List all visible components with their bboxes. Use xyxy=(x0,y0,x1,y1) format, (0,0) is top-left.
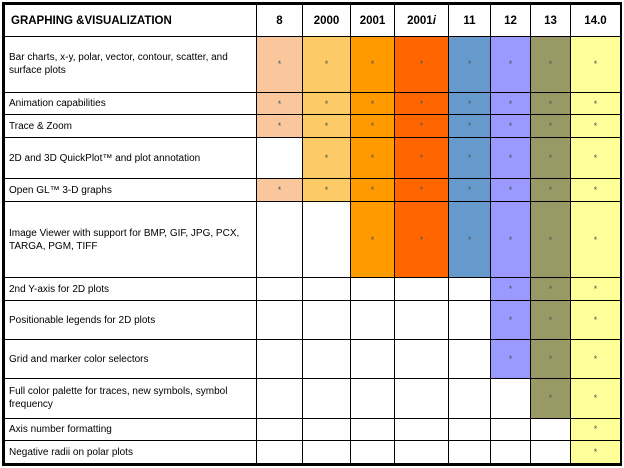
supported-cell xyxy=(571,441,621,464)
supported-cell xyxy=(491,92,531,115)
supported-cell xyxy=(449,179,491,202)
support-mark: * xyxy=(277,98,282,109)
unsupported-cell xyxy=(257,418,303,441)
unsupported-cell xyxy=(531,418,571,441)
header-row xyxy=(5,5,621,37)
support-mark: * xyxy=(277,59,282,70)
feature-label: Grid and marker color selectors xyxy=(5,340,257,379)
table-row xyxy=(5,278,621,301)
table-row xyxy=(5,418,621,441)
supported-cell xyxy=(257,92,303,115)
supported-cell xyxy=(531,379,571,418)
supported-cell xyxy=(395,92,449,115)
version-heading xyxy=(571,5,621,37)
supported-cell xyxy=(491,115,531,138)
support-mark: * xyxy=(324,185,329,196)
support-mark: * xyxy=(324,98,329,109)
supported-cell xyxy=(351,92,395,115)
supported-cell xyxy=(449,115,491,138)
unsupported-cell xyxy=(531,441,571,464)
support-mark: * xyxy=(548,393,553,404)
unsupported-cell xyxy=(395,441,449,464)
supported-cell xyxy=(395,115,449,138)
unsupported-cell xyxy=(303,278,351,301)
version-heading xyxy=(449,5,491,37)
support-mark: * xyxy=(508,121,513,132)
version-number: 2000 xyxy=(313,14,340,27)
support-mark: * xyxy=(419,121,424,132)
supported-cell xyxy=(571,278,621,301)
support-mark: * xyxy=(508,315,513,326)
support-mark: * xyxy=(593,393,598,404)
supported-cell xyxy=(351,115,395,138)
support-mark: * xyxy=(548,98,553,109)
table-row xyxy=(5,138,621,179)
table-row xyxy=(5,301,621,340)
table-row xyxy=(5,37,621,93)
unsupported-cell xyxy=(449,340,491,379)
support-mark: * xyxy=(593,284,598,295)
supported-cell xyxy=(531,340,571,379)
supported-cell xyxy=(531,202,571,278)
supported-cell xyxy=(571,202,621,278)
version-heading xyxy=(491,5,531,37)
supported-cell xyxy=(571,340,621,379)
support-mark: * xyxy=(419,59,424,70)
version-heading xyxy=(257,5,303,37)
support-mark: * xyxy=(593,354,598,365)
feature-comparison-frame xyxy=(2,2,622,466)
support-mark: * xyxy=(548,121,553,132)
support-mark: * xyxy=(508,59,513,70)
unsupported-cell xyxy=(351,301,395,340)
support-mark: * xyxy=(419,234,424,245)
support-mark: * xyxy=(593,121,598,132)
support-mark: * xyxy=(548,315,553,326)
unsupported-cell xyxy=(303,340,351,379)
table-row xyxy=(5,379,621,418)
supported-cell xyxy=(531,301,571,340)
unsupported-cell xyxy=(303,301,351,340)
support-mark: * xyxy=(508,234,513,245)
support-mark: * xyxy=(508,98,513,109)
support-mark: * xyxy=(324,59,329,70)
support-mark: * xyxy=(324,153,329,164)
support-mark: * xyxy=(370,59,375,70)
support-mark: * xyxy=(593,424,598,435)
feature-label: Positionable legends for 2D plots xyxy=(5,301,257,340)
unsupported-cell xyxy=(449,278,491,301)
unsupported-cell xyxy=(491,441,531,464)
unsupported-cell xyxy=(351,340,395,379)
unsupported-cell xyxy=(257,441,303,464)
supported-cell xyxy=(531,115,571,138)
unsupported-cell xyxy=(395,301,449,340)
unsupported-cell xyxy=(395,418,449,441)
support-mark: * xyxy=(593,59,598,70)
support-mark: * xyxy=(277,185,282,196)
support-mark: * xyxy=(548,234,553,245)
support-mark: * xyxy=(593,153,598,164)
version-number: 11 xyxy=(463,14,476,27)
table-row xyxy=(5,441,621,464)
version-number: 8 xyxy=(276,14,283,27)
support-mark: * xyxy=(419,185,424,196)
support-mark: * xyxy=(467,185,472,196)
table-row xyxy=(5,115,621,138)
version-number: 2001 xyxy=(359,14,386,27)
support-mark: * xyxy=(593,185,598,196)
support-mark: * xyxy=(370,234,375,245)
unsupported-cell xyxy=(257,301,303,340)
support-mark: * xyxy=(370,121,375,132)
version-heading xyxy=(395,5,449,37)
unsupported-cell xyxy=(351,418,395,441)
supported-cell xyxy=(395,138,449,179)
unsupported-cell xyxy=(395,379,449,418)
support-mark: * xyxy=(548,153,553,164)
support-mark: * xyxy=(508,185,513,196)
unsupported-cell xyxy=(351,278,395,301)
supported-cell xyxy=(303,138,351,179)
version-heading xyxy=(531,5,571,37)
support-mark: * xyxy=(324,121,329,132)
category-heading: GRAPHING &VISUALIZATION xyxy=(5,5,257,37)
supported-cell xyxy=(257,115,303,138)
supported-cell xyxy=(571,301,621,340)
support-mark: * xyxy=(467,59,472,70)
supported-cell xyxy=(571,179,621,202)
feature-label: 2nd Y-axis for 2D plots xyxy=(5,278,257,301)
support-mark: * xyxy=(508,284,513,295)
supported-cell xyxy=(491,278,531,301)
supported-cell xyxy=(449,37,491,93)
supported-cell xyxy=(491,202,531,278)
supported-cell xyxy=(531,179,571,202)
unsupported-cell xyxy=(257,379,303,418)
feature-label: Animation capabilities xyxy=(5,92,257,115)
unsupported-cell xyxy=(491,379,531,418)
support-mark: * xyxy=(370,185,375,196)
unsupported-cell xyxy=(257,278,303,301)
support-mark: * xyxy=(593,447,598,458)
support-mark: * xyxy=(548,59,553,70)
unsupported-cell xyxy=(395,340,449,379)
feature-label: Trace & Zoom xyxy=(5,115,257,138)
feature-comparison-table xyxy=(4,4,621,464)
support-mark: * xyxy=(467,121,472,132)
supported-cell xyxy=(257,179,303,202)
support-mark: * xyxy=(508,153,513,164)
supported-cell xyxy=(571,115,621,138)
unsupported-cell xyxy=(351,379,395,418)
support-mark: * xyxy=(277,121,282,132)
supported-cell xyxy=(571,418,621,441)
support-mark: * xyxy=(548,185,553,196)
version-heading xyxy=(351,5,395,37)
support-mark: * xyxy=(419,98,424,109)
table-row xyxy=(5,202,621,278)
support-mark: * xyxy=(508,354,513,365)
unsupported-cell xyxy=(257,340,303,379)
supported-cell xyxy=(491,37,531,93)
supported-cell xyxy=(571,138,621,179)
supported-cell xyxy=(395,37,449,93)
feature-label: Image Viewer with support for BMP, GIF, JPG, PCX, TARGA, PGM, TIFF xyxy=(5,202,257,278)
unsupported-cell xyxy=(449,441,491,464)
table-row xyxy=(5,340,621,379)
feature-label: Open GL™ 3-D graphs xyxy=(5,179,257,202)
support-mark: * xyxy=(593,234,598,245)
support-mark: * xyxy=(467,234,472,245)
version-suffix: i xyxy=(432,14,436,27)
version-number: 14.0 xyxy=(584,14,607,27)
supported-cell xyxy=(531,92,571,115)
support-mark: * xyxy=(548,284,553,295)
feature-label: Full color palette for traces, new symbols, symbol frequency xyxy=(5,379,257,418)
support-mark: * xyxy=(370,98,375,109)
supported-cell xyxy=(531,37,571,93)
supported-cell xyxy=(303,115,351,138)
table-row xyxy=(5,179,621,202)
unsupported-cell xyxy=(395,278,449,301)
version-number: 13 xyxy=(544,14,557,27)
supported-cell xyxy=(571,92,621,115)
supported-cell xyxy=(351,138,395,179)
feature-rows xyxy=(5,37,621,464)
unsupported-cell xyxy=(491,418,531,441)
unsupported-cell xyxy=(449,418,491,441)
supported-cell xyxy=(303,92,351,115)
support-mark: * xyxy=(467,153,472,164)
version-heading xyxy=(303,5,351,37)
feature-label: Bar charts, x-y, polar, vector, contour, scatter, and surface plots xyxy=(5,37,257,93)
supported-cell xyxy=(351,37,395,93)
support-mark: * xyxy=(419,153,424,164)
unsupported-cell xyxy=(303,202,351,278)
supported-cell xyxy=(449,202,491,278)
unsupported-cell xyxy=(303,441,351,464)
feature-label: Axis number formatting xyxy=(5,418,257,441)
unsupported-cell xyxy=(303,379,351,418)
unsupported-cell xyxy=(303,418,351,441)
supported-cell xyxy=(531,278,571,301)
unsupported-cell xyxy=(351,441,395,464)
supported-cell xyxy=(395,179,449,202)
support-mark: * xyxy=(593,315,598,326)
supported-cell xyxy=(491,138,531,179)
supported-cell xyxy=(449,92,491,115)
support-mark: * xyxy=(548,354,553,365)
support-mark: * xyxy=(467,98,472,109)
unsupported-cell xyxy=(449,301,491,340)
supported-cell xyxy=(351,179,395,202)
supported-cell xyxy=(571,37,621,93)
unsupported-cell xyxy=(257,202,303,278)
supported-cell xyxy=(491,179,531,202)
supported-cell xyxy=(571,379,621,418)
unsupported-cell xyxy=(257,138,303,179)
table-row xyxy=(5,92,621,115)
supported-cell xyxy=(531,138,571,179)
supported-cell xyxy=(491,340,531,379)
support-mark: * xyxy=(593,98,598,109)
support-mark: * xyxy=(370,153,375,164)
supported-cell xyxy=(491,301,531,340)
supported-cell xyxy=(303,37,351,93)
supported-cell xyxy=(257,37,303,93)
version-number: 2001 xyxy=(407,14,433,27)
unsupported-cell xyxy=(449,379,491,418)
feature-label: 2D and 3D QuickPlot™ and plot annotation xyxy=(5,138,257,179)
supported-cell xyxy=(449,138,491,179)
supported-cell xyxy=(395,202,449,278)
feature-label: Negative radii on polar plots xyxy=(5,441,257,464)
version-number: 12 xyxy=(504,14,517,27)
supported-cell xyxy=(303,179,351,202)
supported-cell xyxy=(351,202,395,278)
